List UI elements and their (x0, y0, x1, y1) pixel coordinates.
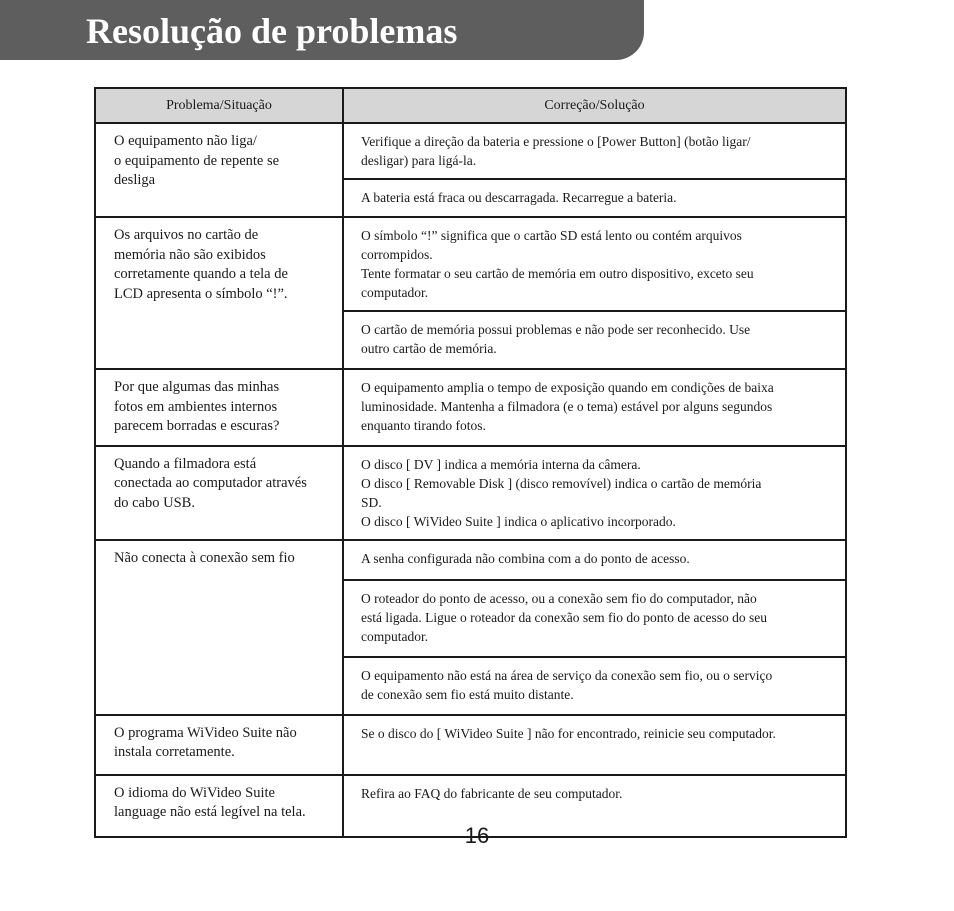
solution-text-line: O equipamento não está na área de serviço da conexão sem fio, ou o serviço (361, 667, 773, 683)
column-header-problem: Problema/Situação (95, 88, 343, 123)
solution-text-line: Tente formatar o seu cartão de memória em outro dispositivo, exceto seu (361, 266, 754, 281)
problem-text-line: corretamente quando a tela de (114, 266, 288, 282)
problem-text-line: instala corretamente. (114, 744, 235, 760)
solution-text-line: O equipamento amplia o tempo de exposição quando em condições de baixa (361, 380, 774, 395)
solution-text-line: corrompidos. (361, 247, 433, 262)
problem-text-line: fotos em ambientes internos (114, 398, 278, 415)
problem-text-line: O equipamento não liga/ (114, 133, 257, 149)
table-row (95, 369, 846, 446)
solution-text-line: está ligada. Ligue o roteador da conexão sem fio do ponto de acesso do seu (361, 609, 767, 625)
solution-text-line: computador. (361, 628, 429, 644)
problem-text-line: conectada ao computador através (114, 475, 307, 491)
solution-text-line: A senha configurada não combina com a do ponto de acesso. (361, 550, 690, 566)
solution-text-line: Refira ao FAQ do fabricante de seu computador. (361, 785, 623, 801)
problem-text-line: parecem borradas e escuras? (114, 418, 280, 434)
solution-cell (343, 217, 846, 311)
solution-text-line: Se o disco do [ WiVideo Suite ] não for encontrado, reinicie seu computador. (361, 725, 776, 741)
problem-text-line: memória não são exibidos (114, 246, 266, 263)
solution-text-line: enquanto tirando fotos. (361, 418, 486, 433)
solution-cell (343, 311, 846, 369)
table-row (95, 540, 846, 580)
table-row (95, 715, 846, 775)
table-row (95, 217, 846, 311)
solution-text-line: O disco [ DV ] indica a memória interna da câmera. (361, 456, 641, 472)
page-number: 16 (464, 823, 490, 848)
problem-text-line: o equipamento de repente se (114, 152, 280, 169)
problem-text-line: language não está legível na tela. (114, 804, 306, 820)
solution-cell (343, 580, 846, 657)
table-row (95, 123, 846, 179)
problem-cell (95, 369, 343, 446)
solution-text-line: desligar) para ligá-la. (361, 153, 477, 168)
page-title: Resolução de problemas (86, 11, 458, 51)
table-header-row (95, 88, 846, 123)
problem-text-line: desliga (114, 172, 156, 188)
solution-text-line: O disco [ Removable Disk ] (disco removível) indica o cartão de memória (361, 475, 762, 491)
solution-text-line: Verifique a direção da bateria e pressione o [Power Button] (botão ligar/ (361, 134, 751, 149)
solution-cell (343, 446, 846, 540)
problem-text-line: O idioma do WiVideo Suite (114, 784, 275, 801)
problem-text-line: Não conecta à conexão sem fio (114, 549, 295, 566)
problem-text-line: Os arquivos no cartão de (114, 227, 259, 243)
solution-text-line: outro cartão de memória. (361, 341, 497, 356)
solution-text-line: O cartão de memória possui problemas e não pode ser reconhecido. Use (361, 322, 751, 337)
problem-text-line: Por que algumas das minhas (114, 379, 280, 395)
solution-text-line: O símbolo “!” significa que o cartão SD está lento ou contém arquivos (361, 228, 742, 243)
solution-cell (343, 715, 846, 775)
problem-cell (95, 123, 343, 217)
troubleshooting-table (94, 87, 847, 838)
column-header-solution: Correção/Solução (343, 88, 846, 123)
problem-cell (95, 217, 343, 369)
solution-cell (343, 179, 846, 217)
solution-text-line: A bateria está fraca ou descarragada. Recarregue a bateria. (361, 190, 677, 205)
solution-text-line: de conexão sem fio está muito distante. (361, 686, 574, 702)
solution-cell (343, 123, 846, 179)
problem-text-line: do cabo USB. (114, 494, 195, 511)
table-body (95, 123, 846, 837)
solution-text-line: computador. (361, 285, 429, 300)
problem-text-line: Quando a filmadora está (114, 455, 257, 472)
solution-text-line: SD. (361, 494, 382, 510)
problem-text-line: O programa WiVideo Suite não (114, 724, 297, 741)
solution-text-line: O roteador do ponto de acesso, ou a conexão sem fio do computador, não (361, 590, 757, 606)
solution-text-line: O disco [ WiVideo Suite ] indica o aplicativo incorporado. (361, 513, 676, 529)
solution-text-line: luminosidade. Mantenha a filmadora (e o tema) estável por alguns segundos (361, 399, 773, 414)
problem-cell (95, 715, 343, 775)
solution-cell (343, 369, 846, 446)
solution-cell (343, 657, 846, 715)
problem-cell (95, 540, 343, 715)
solution-cell (343, 540, 846, 580)
title-bar (0, 0, 644, 60)
problem-text-line: LCD apresenta o símbolo “!”. (114, 285, 288, 302)
table-row (95, 446, 846, 540)
problem-cell (95, 446, 343, 540)
